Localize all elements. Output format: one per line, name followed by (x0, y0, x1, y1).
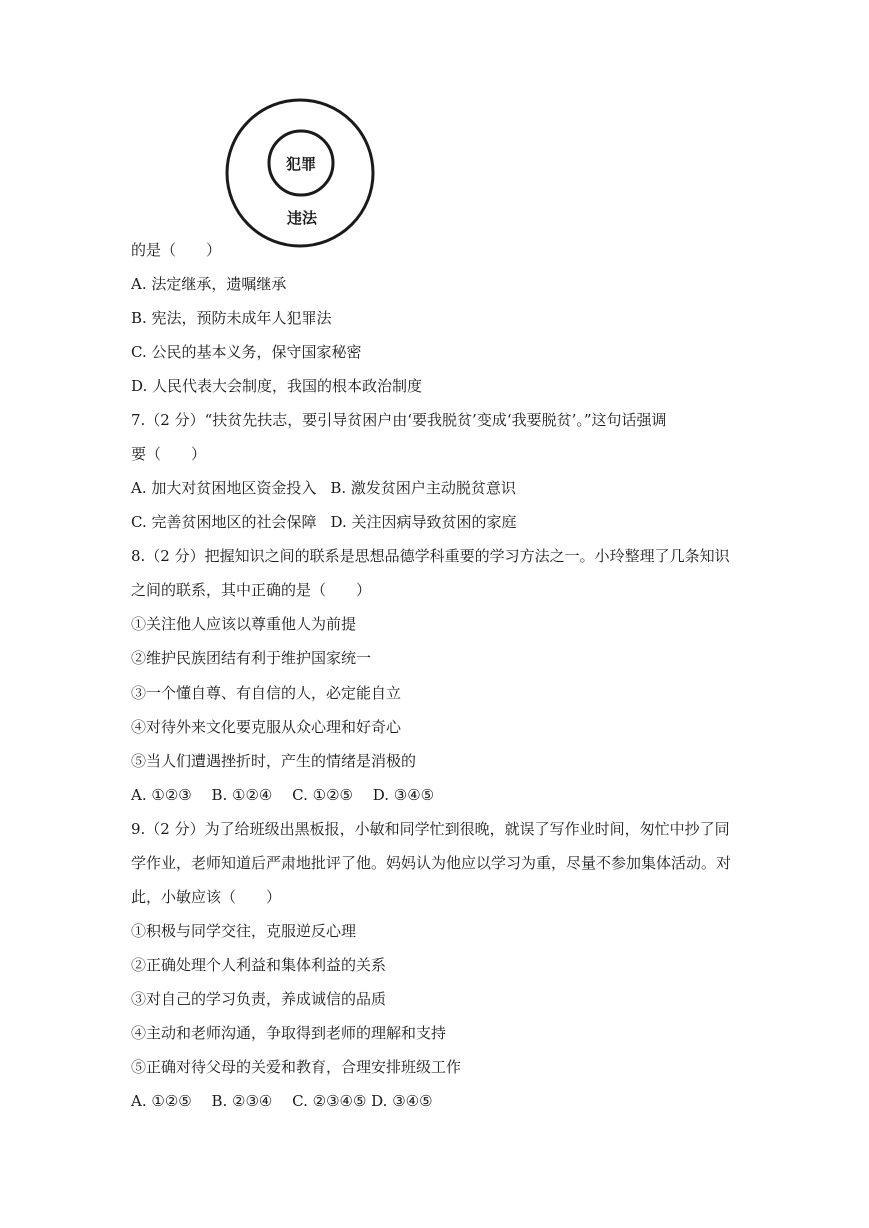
q6-option-a: A. 法定继承，遗嘱继承 (131, 275, 287, 293)
q8-stem-line1: 8.（2 分）把握知识之间的联系是思想品德学科重要的学习方法之一。小玲整理了几条知识 (131, 547, 730, 565)
q6-option-d: D. 人民代表大会制度，我国的根本政治制度 (131, 377, 423, 395)
q9-stem-line3: 此，小敏应该（ ） (131, 888, 282, 906)
q8-stem-line2: 之间的联系，其中正确的是（ ） (131, 581, 372, 599)
q8-item-2: ②维护民族团结有利于维护国家统一 (131, 649, 372, 667)
q8-item-5: ⑤当人们遭遇挫折时，产生的情绪是消极的 (131, 752, 417, 770)
q8-item-3: ③一个懂自尊、有自信的人，必定能自立 (131, 684, 402, 702)
q7-option-d: D. 关注因病导致贫困的家庭 (330, 513, 517, 531)
q9-stem-line2: 学作业，老师知道后严肃地批评了他。妈妈认为他应以学习为重，尽量不参加集体活动。对 (131, 854, 732, 872)
q7-stem-line2: 要（ ） (131, 445, 207, 463)
q7-option-a: A. 加大对贫困地区资金投入 (131, 479, 317, 497)
q7-option-c: C. 完善贫困地区的社会保障 (131, 513, 317, 531)
q8-item-4: ④对待外来文化要克服从众心理和好奇心 (131, 718, 402, 736)
q9-answer-options: A. ①②⑤ B. ②③④ C. ②③④⑤ D. ③④⑤ (131, 1092, 433, 1110)
q9-item-5: ⑤正确对待父母的关爱和教育，合理安排班级工作 (131, 1058, 462, 1076)
q9-stem-line1: 9.（2 分）为了给班级出黑板报，小敏和同学忙到很晚，就误了写作业时间，匆忙中抄了同 (131, 820, 730, 838)
q8-item-1: ①关注他人应该以尊重他人为前提 (131, 615, 357, 633)
q6-option-b: B. 宪法，预防未成年人犯罪法 (131, 309, 332, 327)
q9-item-3: ③对自己的学习负责，养成诚信的品质 (131, 990, 387, 1008)
q9-item-2: ②正确处理个人利益和集体利益的关系 (131, 956, 387, 974)
q6-stem-tail: 的是（ ） (131, 241, 222, 259)
q9-item-4: ④主动和老师沟通，争取得到老师的理解和支持 (131, 1024, 447, 1042)
crime-label: 犯罪 (285, 155, 317, 173)
q8-answer-options: A. ①②③ B. ①②④ C. ①②⑤ D. ③④⑤ (131, 786, 435, 804)
q7-options-row2 (131, 512, 517, 532)
q7-option-b: B. 激发贫困户主动脱贫意识 (330, 479, 516, 497)
q7-options-row1 (131, 478, 516, 498)
crime-illegal-venn-diagram (224, 97, 376, 249)
q9-item-1: ①积极与同学交往，克服逆反心理 (131, 922, 357, 940)
q7-stem-line1: 7.（2 分）“扶贫先扶志，要引导贫困户由‘要我脱贫’变成‘我要脱贫’。”这句话强调 (131, 411, 667, 429)
illegal-label: 违法 (286, 209, 318, 227)
q6-option-c: C. 公民的基本义务，保守国家秘密 (131, 343, 362, 361)
